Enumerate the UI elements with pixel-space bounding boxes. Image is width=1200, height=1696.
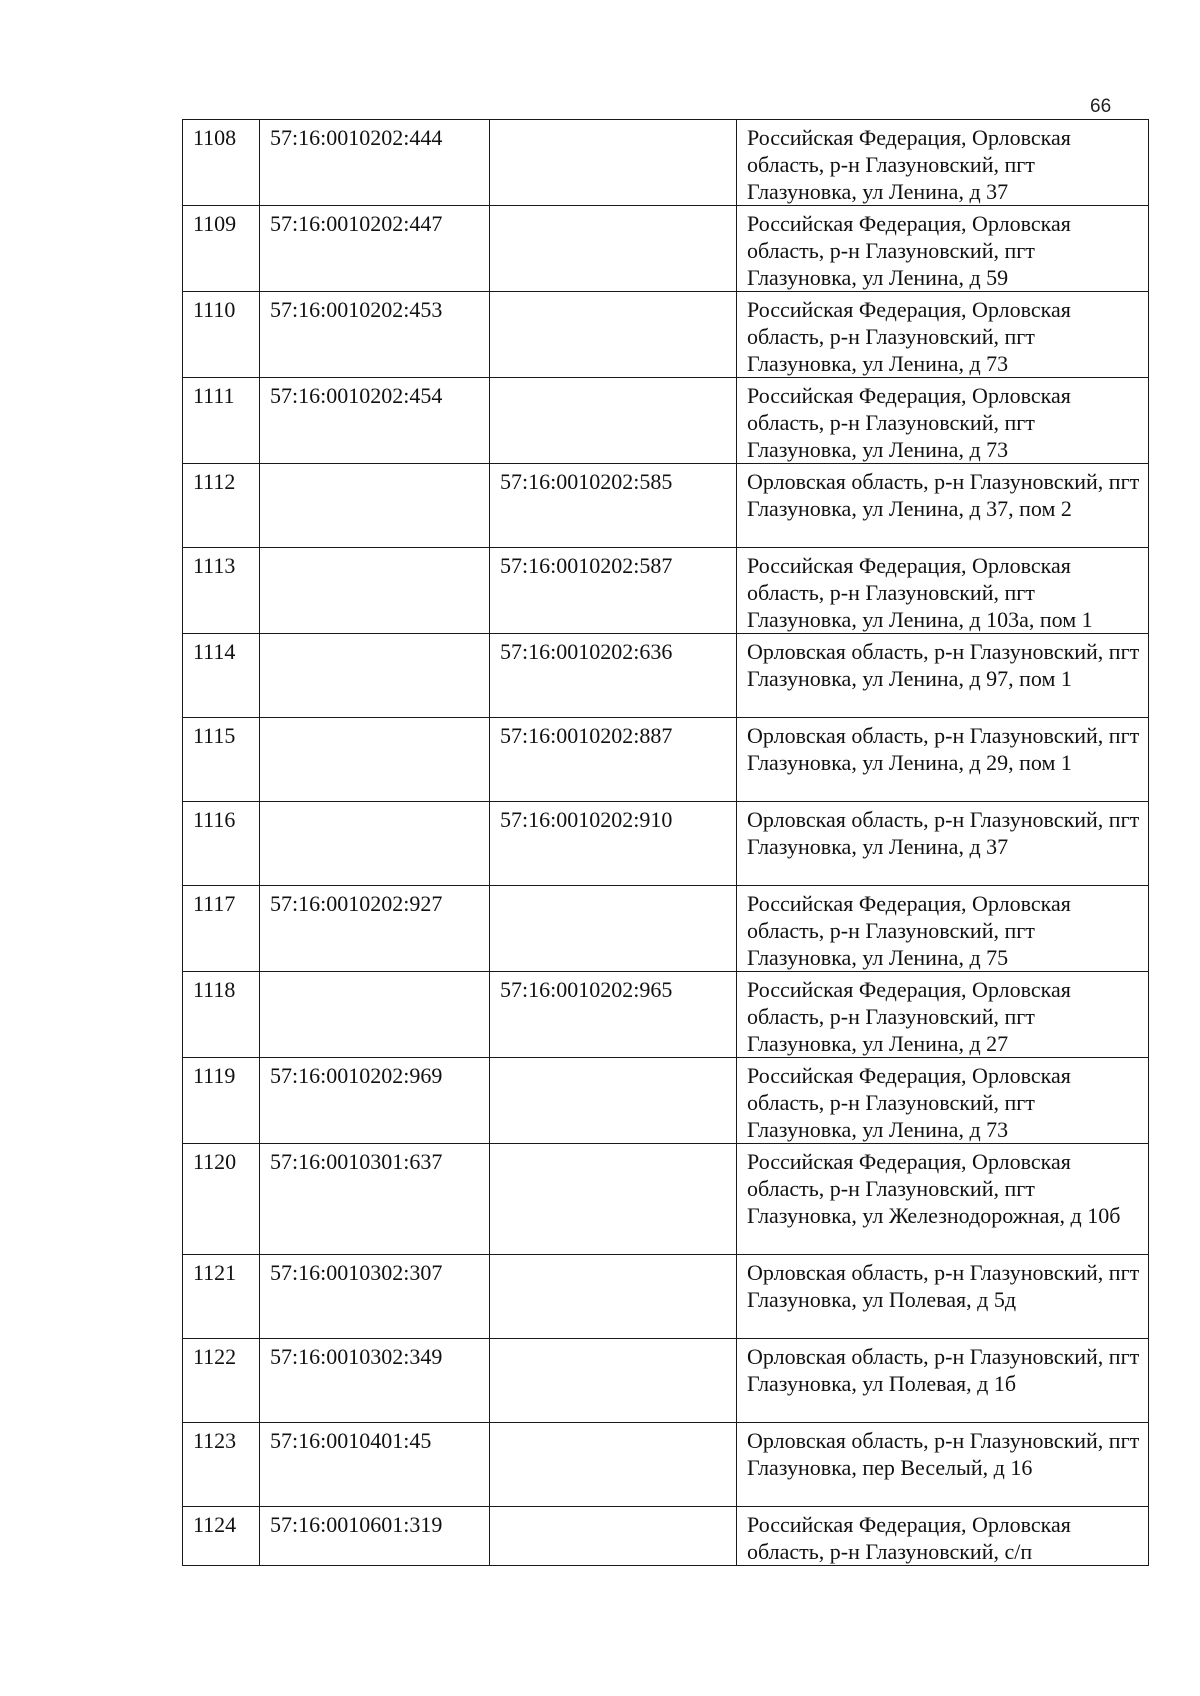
premises-cadastral-number-cell: 57:16:0010202:965 bbox=[490, 972, 737, 1058]
land-cadastral-number-cell bbox=[260, 634, 490, 718]
table-row bbox=[183, 1339, 1149, 1423]
address-cell: Российская Федерация, Орловская область, р-н Глазуновский, пгт Глазуновка, ул Ленина, д 73 bbox=[737, 292, 1149, 378]
row-number-cell: 1111 bbox=[183, 378, 260, 464]
row-number-cell: 1119 bbox=[183, 1058, 260, 1144]
table-body bbox=[183, 120, 1149, 1566]
row-number-cell: 1113 bbox=[183, 548, 260, 634]
land-cadastral-number-cell: 57:16:0010202:454 bbox=[260, 378, 490, 464]
address-cell: Российская Федерация, Орловская область, р-н Глазуновский, пгт Глазуновка, ул Ленина, д 73 bbox=[737, 1058, 1149, 1144]
table-row bbox=[183, 1423, 1149, 1507]
land-cadastral-number-cell: 57:16:0010202:444 bbox=[260, 120, 490, 206]
table-row bbox=[183, 120, 1149, 206]
address-cell: Российская Федерация, Орловская область, р-н Глазуновский, пгт Глазуновка, ул Железнодорожная, д 10б bbox=[737, 1144, 1149, 1255]
address-cell: Орловская область, р-н Глазуновский, пгт Глазуновка, ул Полевая, д 1б bbox=[737, 1339, 1149, 1423]
address-cell: Орловская область, р-н Глазуновский, пгт Глазуновка, ул Ленина, д 29, пом 1 bbox=[737, 718, 1149, 802]
premises-cadastral-number-cell bbox=[490, 886, 737, 972]
row-number-cell: 1122 bbox=[183, 1339, 260, 1423]
land-cadastral-number-cell: 57:16:0010401:45 bbox=[260, 1423, 490, 1507]
row-number-cell: 1109 bbox=[183, 206, 260, 292]
row-number-cell: 1117 bbox=[183, 886, 260, 972]
row-number-cell: 1112 bbox=[183, 464, 260, 548]
address-cell: Орловская область, р-н Глазуновский, пгт Глазуновка, ул Ленина, д 37 bbox=[737, 802, 1149, 886]
table-row bbox=[183, 802, 1149, 886]
address-cell: Орловская область, р-н Глазуновский, пгт Глазуновка, пер Веселый, д 16 bbox=[737, 1423, 1149, 1507]
table-row bbox=[183, 464, 1149, 548]
row-number-cell: 1123 bbox=[183, 1423, 260, 1507]
address-cell: Российская Федерация, Орловская область, р-н Глазуновский, пгт Глазуновка, ул Ленина, д 73 bbox=[737, 378, 1149, 464]
premises-cadastral-number-cell bbox=[490, 1507, 737, 1566]
premises-cadastral-number-cell: 57:16:0010202:887 bbox=[490, 718, 737, 802]
land-cadastral-number-cell bbox=[260, 464, 490, 548]
address-cell: Российская Федерация, Орловская область, р-н Глазуновский, пгт Глазуновка, ул Ленина, д 59 bbox=[737, 206, 1149, 292]
land-cadastral-number-cell: 57:16:0010202:447 bbox=[260, 206, 490, 292]
row-number-cell: 1110 bbox=[183, 292, 260, 378]
land-cadastral-number-cell: 57:16:0010301:637 bbox=[260, 1144, 490, 1255]
table-row bbox=[183, 378, 1149, 464]
land-cadastral-number-cell bbox=[260, 972, 490, 1058]
table-row bbox=[183, 972, 1149, 1058]
premises-cadastral-number-cell bbox=[490, 1255, 737, 1339]
table-row bbox=[183, 206, 1149, 292]
address-cell: Орловская область, р-н Глазуновский, пгт Глазуновка, ул Ленина, д 37, пом 2 bbox=[737, 464, 1149, 548]
table-row bbox=[183, 1058, 1149, 1144]
row-number-cell: 1108 bbox=[183, 120, 260, 206]
address-cell: Российская Федерация, Орловская область, р-н Глазуновский, пгт Глазуновка, ул Ленина, д 75 bbox=[737, 886, 1149, 972]
land-cadastral-number-cell: 57:16:0010601:319 bbox=[260, 1507, 490, 1566]
address-cell: Российская Федерация, Орловская область, р-н Глазуновский, пгт Глазуновка, ул Ленина, д 37 bbox=[737, 120, 1149, 206]
table-row bbox=[183, 292, 1149, 378]
land-cadastral-number-cell: 57:16:0010302:349 bbox=[260, 1339, 490, 1423]
premises-cadastral-number-cell bbox=[490, 378, 737, 464]
row-number-cell: 1121 bbox=[183, 1255, 260, 1339]
table-row bbox=[183, 1144, 1149, 1255]
row-number-cell: 1120 bbox=[183, 1144, 260, 1255]
table-row bbox=[183, 634, 1149, 718]
address-cell: Российская Федерация, Орловская область, р-н Глазуновский, пгт Глазуновка, ул Ленина, д 103а, пом 1 bbox=[737, 548, 1149, 634]
land-cadastral-number-cell bbox=[260, 718, 490, 802]
land-cadastral-number-cell: 57:16:0010202:453 bbox=[260, 292, 490, 378]
land-cadastral-number-cell bbox=[260, 802, 490, 886]
premises-cadastral-number-cell: 57:16:0010202:585 bbox=[490, 464, 737, 548]
table-row bbox=[183, 886, 1149, 972]
address-cell: Орловская область, р-н Глазуновский, пгт Глазуновка, ул Ленина, д 97, пом 1 bbox=[737, 634, 1149, 718]
address-cell: Орловская область, р-н Глазуновский, пгт Глазуновка, ул Полевая, д 5д bbox=[737, 1255, 1149, 1339]
premises-cadastral-number-cell bbox=[490, 206, 737, 292]
premises-cadastral-number-cell bbox=[490, 292, 737, 378]
address-cell: Российская Федерация, Орловская область, р-н Глазуновский, с/п bbox=[737, 1507, 1149, 1566]
row-number-cell: 1115 bbox=[183, 718, 260, 802]
table-row bbox=[183, 1255, 1149, 1339]
cadastral-table-container bbox=[182, 119, 1148, 1566]
land-cadastral-number-cell: 57:16:0010202:927 bbox=[260, 886, 490, 972]
premises-cadastral-number-cell bbox=[490, 1423, 737, 1507]
premises-cadastral-number-cell bbox=[490, 1058, 737, 1144]
row-number-cell: 1124 bbox=[183, 1507, 260, 1566]
land-cadastral-number-cell: 57:16:0010302:307 bbox=[260, 1255, 490, 1339]
table-row bbox=[183, 718, 1149, 802]
premises-cadastral-number-cell bbox=[490, 1339, 737, 1423]
premises-cadastral-number-cell: 57:16:0010202:636 bbox=[490, 634, 737, 718]
premises-cadastral-number-cell bbox=[490, 1144, 737, 1255]
land-cadastral-number-cell: 57:16:0010202:969 bbox=[260, 1058, 490, 1144]
page-number: 66 bbox=[1090, 96, 1112, 117]
row-number-cell: 1114 bbox=[183, 634, 260, 718]
premises-cadastral-number-cell: 57:16:0010202:910 bbox=[490, 802, 737, 886]
table-row bbox=[183, 548, 1149, 634]
land-cadastral-number-cell bbox=[260, 548, 490, 634]
address-cell: Российская Федерация, Орловская область, р-н Глазуновский, пгт Глазуновка, ул Ленина, д 27 bbox=[737, 972, 1149, 1058]
premises-cadastral-number-cell bbox=[490, 120, 737, 206]
row-number-cell: 1118 bbox=[183, 972, 260, 1058]
table-row bbox=[183, 1507, 1149, 1566]
row-number-cell: 1116 bbox=[183, 802, 260, 886]
cadastral-table bbox=[182, 119, 1149, 1566]
premises-cadastral-number-cell: 57:16:0010202:587 bbox=[490, 548, 737, 634]
